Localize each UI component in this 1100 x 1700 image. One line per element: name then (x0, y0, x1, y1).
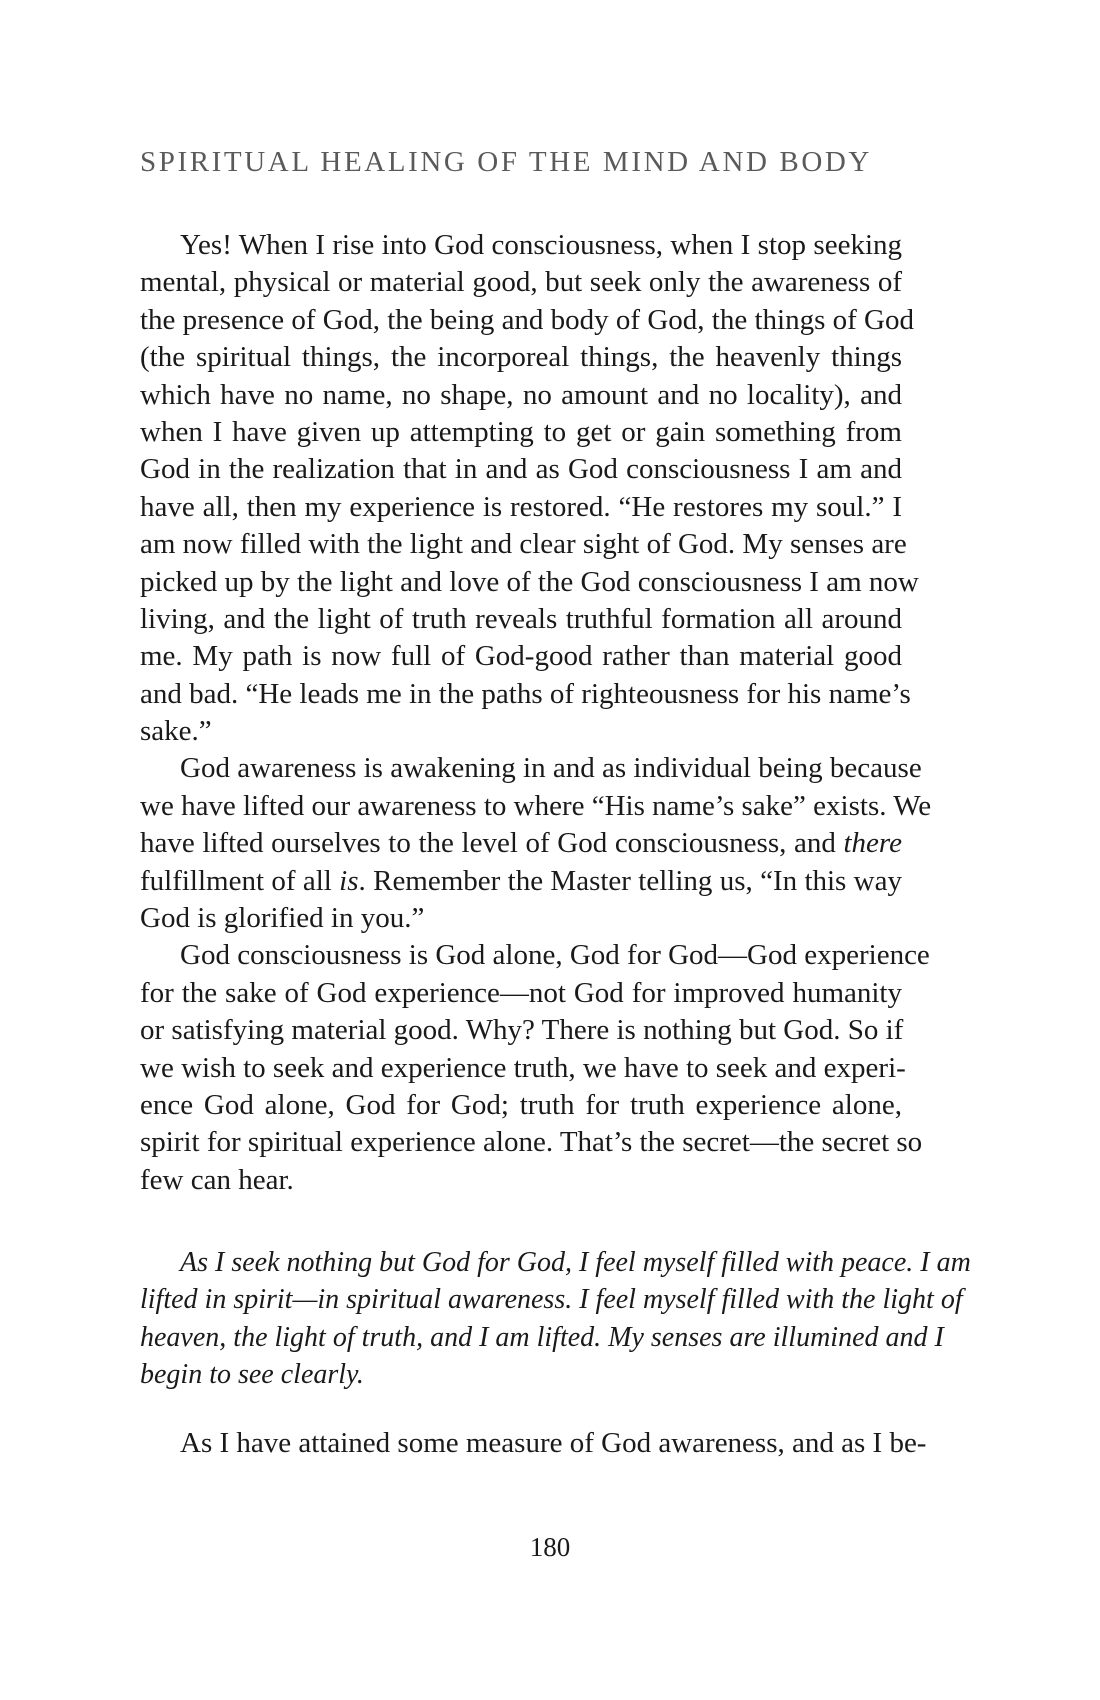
emphasis: there (843, 827, 902, 860)
text-line: lifted in spirit—in spiritual awareness. I feel myself filled with the light of (140, 1284, 963, 1316)
text-line: and bad. “He leads me in the paths of righteousness for his name’s (140, 677, 911, 710)
text-line: spirit for spiritual experience alone. That’s the secret—the secret so (140, 1126, 923, 1159)
text-line: ence God alone, God for God; truth for truth experience alone, (140, 1088, 902, 1121)
text-line: the presence of God, the being and body of God, the things of God (140, 303, 914, 336)
text-run: . Remember the Master telling us, “In this way (358, 864, 902, 897)
text-line: God in the realization that in and as God consciousness I am and (140, 453, 902, 486)
emphasis: is (339, 864, 359, 897)
text-line: when I have given up attempting to get or gain something from (140, 415, 902, 448)
text-line: mental, physical or material good, but seek only the awareness of (140, 266, 902, 299)
text-line: for the sake of God experience—not God for improved humanity (140, 976, 902, 1009)
text-line: we wish to seek and experience truth, we have to seek and experi- (140, 1051, 906, 1084)
text-line (140, 825, 902, 862)
text-line: As I have attained some measure of God awareness, and as I be- (180, 1427, 927, 1459)
text-line: am now filled with the light and clear sight of God. My senses are (140, 528, 907, 561)
text-line: God awareness is awakening in and as individual being because (180, 752, 922, 785)
paragraph-1 (140, 227, 932, 1199)
text-line: me. My path is now full of God-good rather than material good (140, 640, 902, 673)
paragraph-4 (140, 1425, 927, 1462)
running-head: SPIRITUAL HEALING OF THE MIND AND BODY (140, 146, 872, 178)
text-line: (the spiritual things, the incorporeal things, the heavenly things (140, 341, 902, 374)
text-line: we have lifted our awareness to where “His name’s sake” exists. We (140, 789, 932, 822)
text-line: living, and the light of truth reveals truthful formation all around (140, 602, 902, 635)
meditation-block (140, 1244, 971, 1394)
text-run: have lifted ourselves to the level of God consciousness, and (140, 827, 844, 860)
page-number: 180 (529, 1532, 571, 1562)
text-line: few can hear. (140, 1163, 294, 1196)
text-line: God consciousness is God alone, God for God—God experience (180, 939, 930, 972)
text-line: sake.” (140, 715, 212, 748)
text-line: God is glorified in you.” (140, 902, 425, 935)
text-line: picked up by the light and love of the God consciousness I am now (140, 565, 919, 598)
text-line (140, 863, 902, 900)
text-line: begin to see clearly. (140, 1359, 364, 1391)
text-line: which have no name, no shape, no amount and no locality), and (140, 378, 902, 411)
text-line: have all, then my experience is restored. “He restores my soul.” I (140, 490, 902, 523)
text-line: As I seek nothing but God for God, I feel myself filled with peace. I am (180, 1247, 971, 1278)
text-run: fulfillment of all (140, 864, 340, 897)
text-line: heaven, the light of truth, and I am lifted. My senses are illumined and I (140, 1321, 944, 1353)
text-line: Yes! When I rise into God consciousness, when I stop seeking (180, 229, 902, 261)
text-line: or satisfying material good. Why? There is nothing but God. So if (140, 1014, 904, 1047)
